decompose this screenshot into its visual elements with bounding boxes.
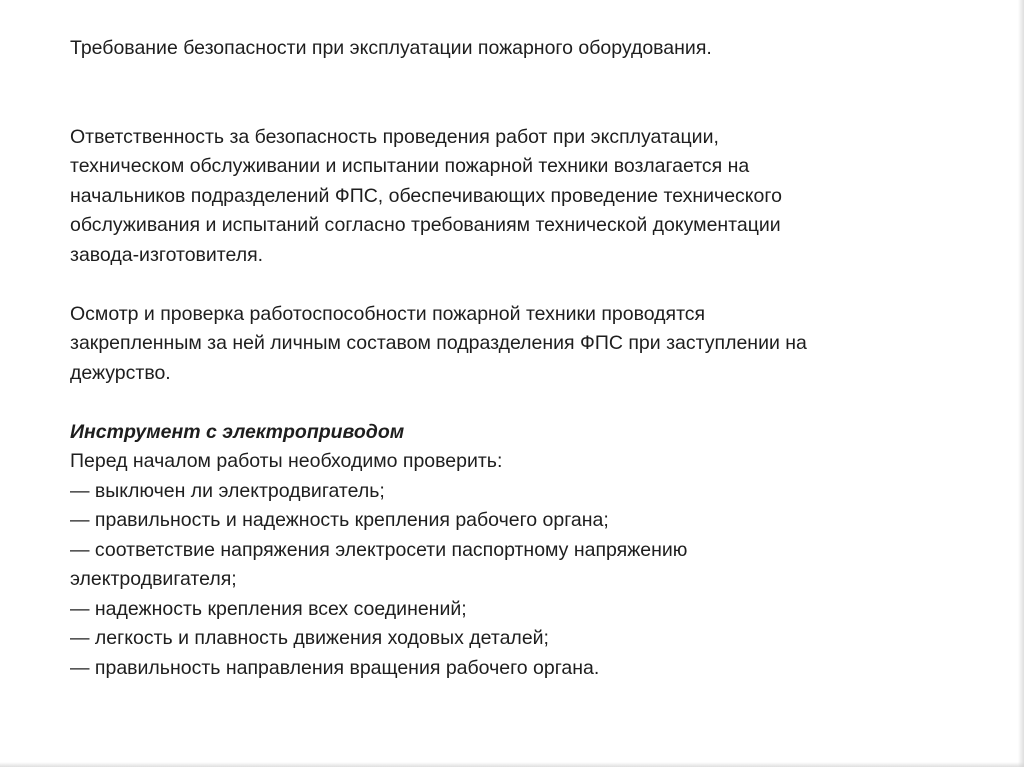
section-intro: Перед началом работы необходимо проверить:: [70, 450, 503, 472]
page-edge-shadow: [1018, 0, 1024, 767]
page-bottom-shadow: [0, 762, 1024, 767]
checklist-item: — легкость и плавность движения ходовых деталей;: [70, 627, 549, 649]
section-heading: Инструмент с электроприводом: [70, 420, 405, 443]
checklist-item: — правильность направления вращения рабочего органа.: [70, 656, 600, 679]
checklist: [70, 477, 990, 684]
checklist-item: — соответствие напряжения электросети паспортному напряжению электродвигателя;: [70, 538, 688, 590]
checklist-item: — надежность крепления всех соединений;: [70, 597, 467, 620]
slide-content: [70, 34, 990, 683]
checklist-item: — выключен ли электродвигатель;: [70, 479, 385, 502]
paragraph-inspection: Осмотр и проверка работоспособности пожарной техники проводятся закрепленным за ней личным составом подразделения ФПС при заступлении на дежурство.: [70, 302, 807, 384]
paragraph-responsibility: Ответственность за безопасность проведения работ при эксплуатации, техническом обслуживании и испытании пожарной техники возлагается на начальников подразделений ФПС, обеспечивающих проведение технического обслуживания и испытаний согласно требованиям технической документации завода-изготовителя.: [70, 125, 782, 266]
checklist-item: — правильность и надежность крепления рабочего органа;: [70, 509, 609, 531]
document-title: Требование безопасности при эксплуатации пожарного оборудования.: [70, 37, 712, 59]
